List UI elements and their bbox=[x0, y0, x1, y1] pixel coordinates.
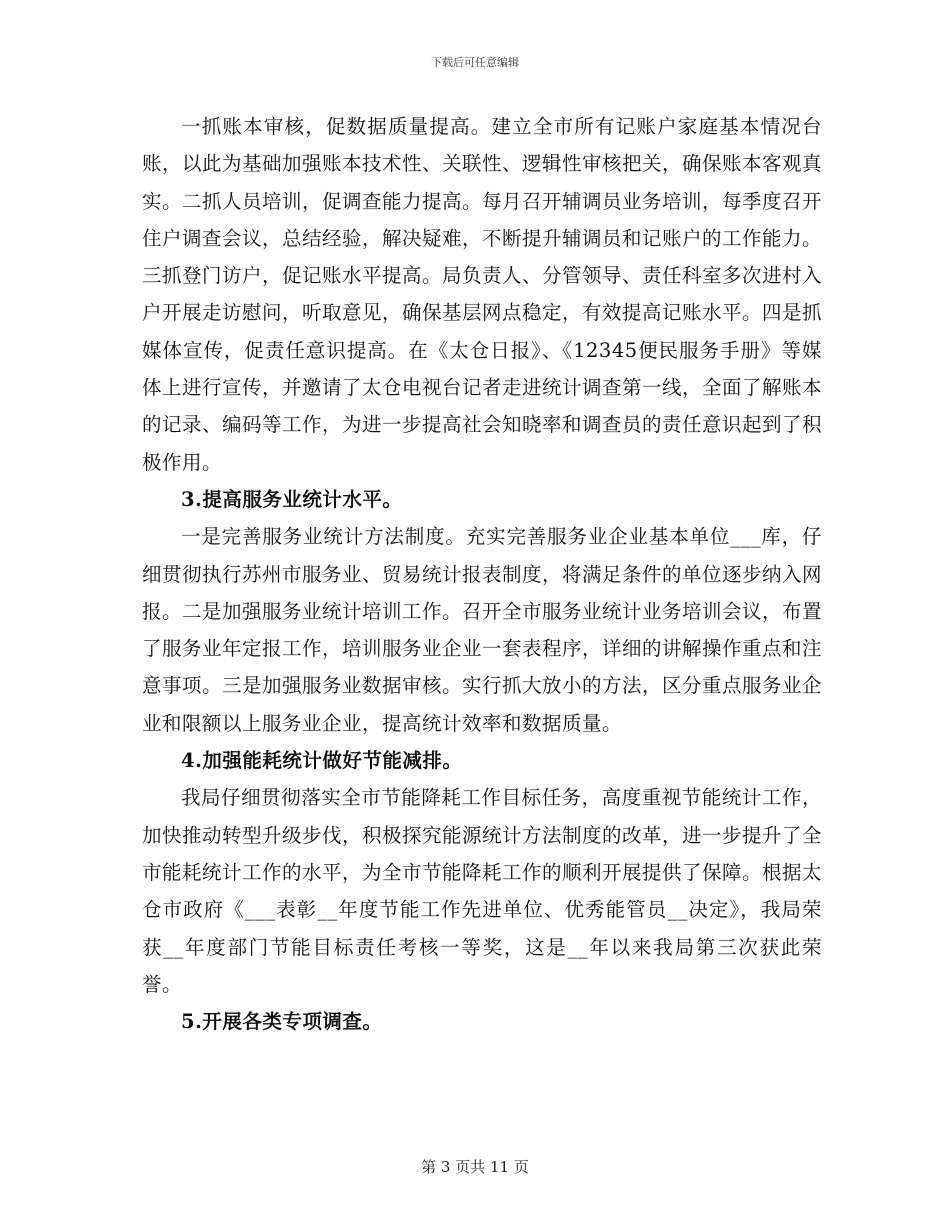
page-number-footer: 第 3 页共 11 页 bbox=[421, 1158, 529, 1176]
paragraph-service-statistics: 一是完善服务业统计方法制度。充实完善服务业企业基本单位___库，仔细贯彻执行苏州市服务业、贸易统计报表制度，将满足条件的单位逐步纳入网报。二是加强服务业统计培训工作。召开全市服务业统计业务培训会议，布置了服务业年定报工作，培训服务业企业一套表程序，详细的讲解操作重点和注意事项。三是加强服务业数据审核。实行抓大放小的方法，区分重点服务业企业和限额以上服务业企业，提高统计效率和数据质量。 bbox=[142, 525, 823, 735]
paragraph-account-review: 一抓账本审核，促数据质量提高。建立全市所有记账户家庭基本情况台账，以此为基础加强账本技术性、关联性、逻辑性审核把关，确保账本客观真实。二抓人员培训，促调查能力提高。每月召开辅调员业务培训，每季度召开住户调查会议，总结经验，解决疑难，不断提升辅调员和记账户的工作能力。三抓登门访户，促记账水平提高。局负责人、分管领导、责任科室多次进村入户开展走访慰问，听取意见，确保基层网点稳定，有效提高记账水平。四是抓媒体宣传，促责任意识提高。在《太仓日报》、《12345便民服务手册》等媒体上进行宣传，并邀请了太仓电视台记者走进统计调查第一线，全面了解账本的记录、编码等工作，为进一步提高社会知晓率和调查员的责任意识起到了积极作用。 bbox=[142, 115, 823, 474]
section-heading-3: 3.提高服务业统计水平。 bbox=[181, 487, 403, 511]
section-heading-5: 5.开展各类专项调查。 bbox=[181, 1010, 383, 1034]
section-heading-4: 4.加强能耗统计做好节能减排。 bbox=[181, 749, 463, 773]
paragraph-energy-statistics: 我局仔细贯彻落实全市节能降耗工作目标任务，高度重视节能统计工作，加快推动转型升级步伐，积极探究能源统计方法制度的改革，进一步提升了全市能耗统计工作的水平，为全市节能降耗工作的顺利开展提供了保障。根据太仓市政府《___表彰__年度节能工作先进单位、优秀能管员__决定》，我局荣获__年度部门节能目标责任考核一等奖，这是__年以来我局第三次获此荣誉。 bbox=[142, 786, 823, 996]
page-header-note: 下载后可任意编辑 bbox=[431, 56, 519, 69]
document-body bbox=[142, 108, 822, 1040]
